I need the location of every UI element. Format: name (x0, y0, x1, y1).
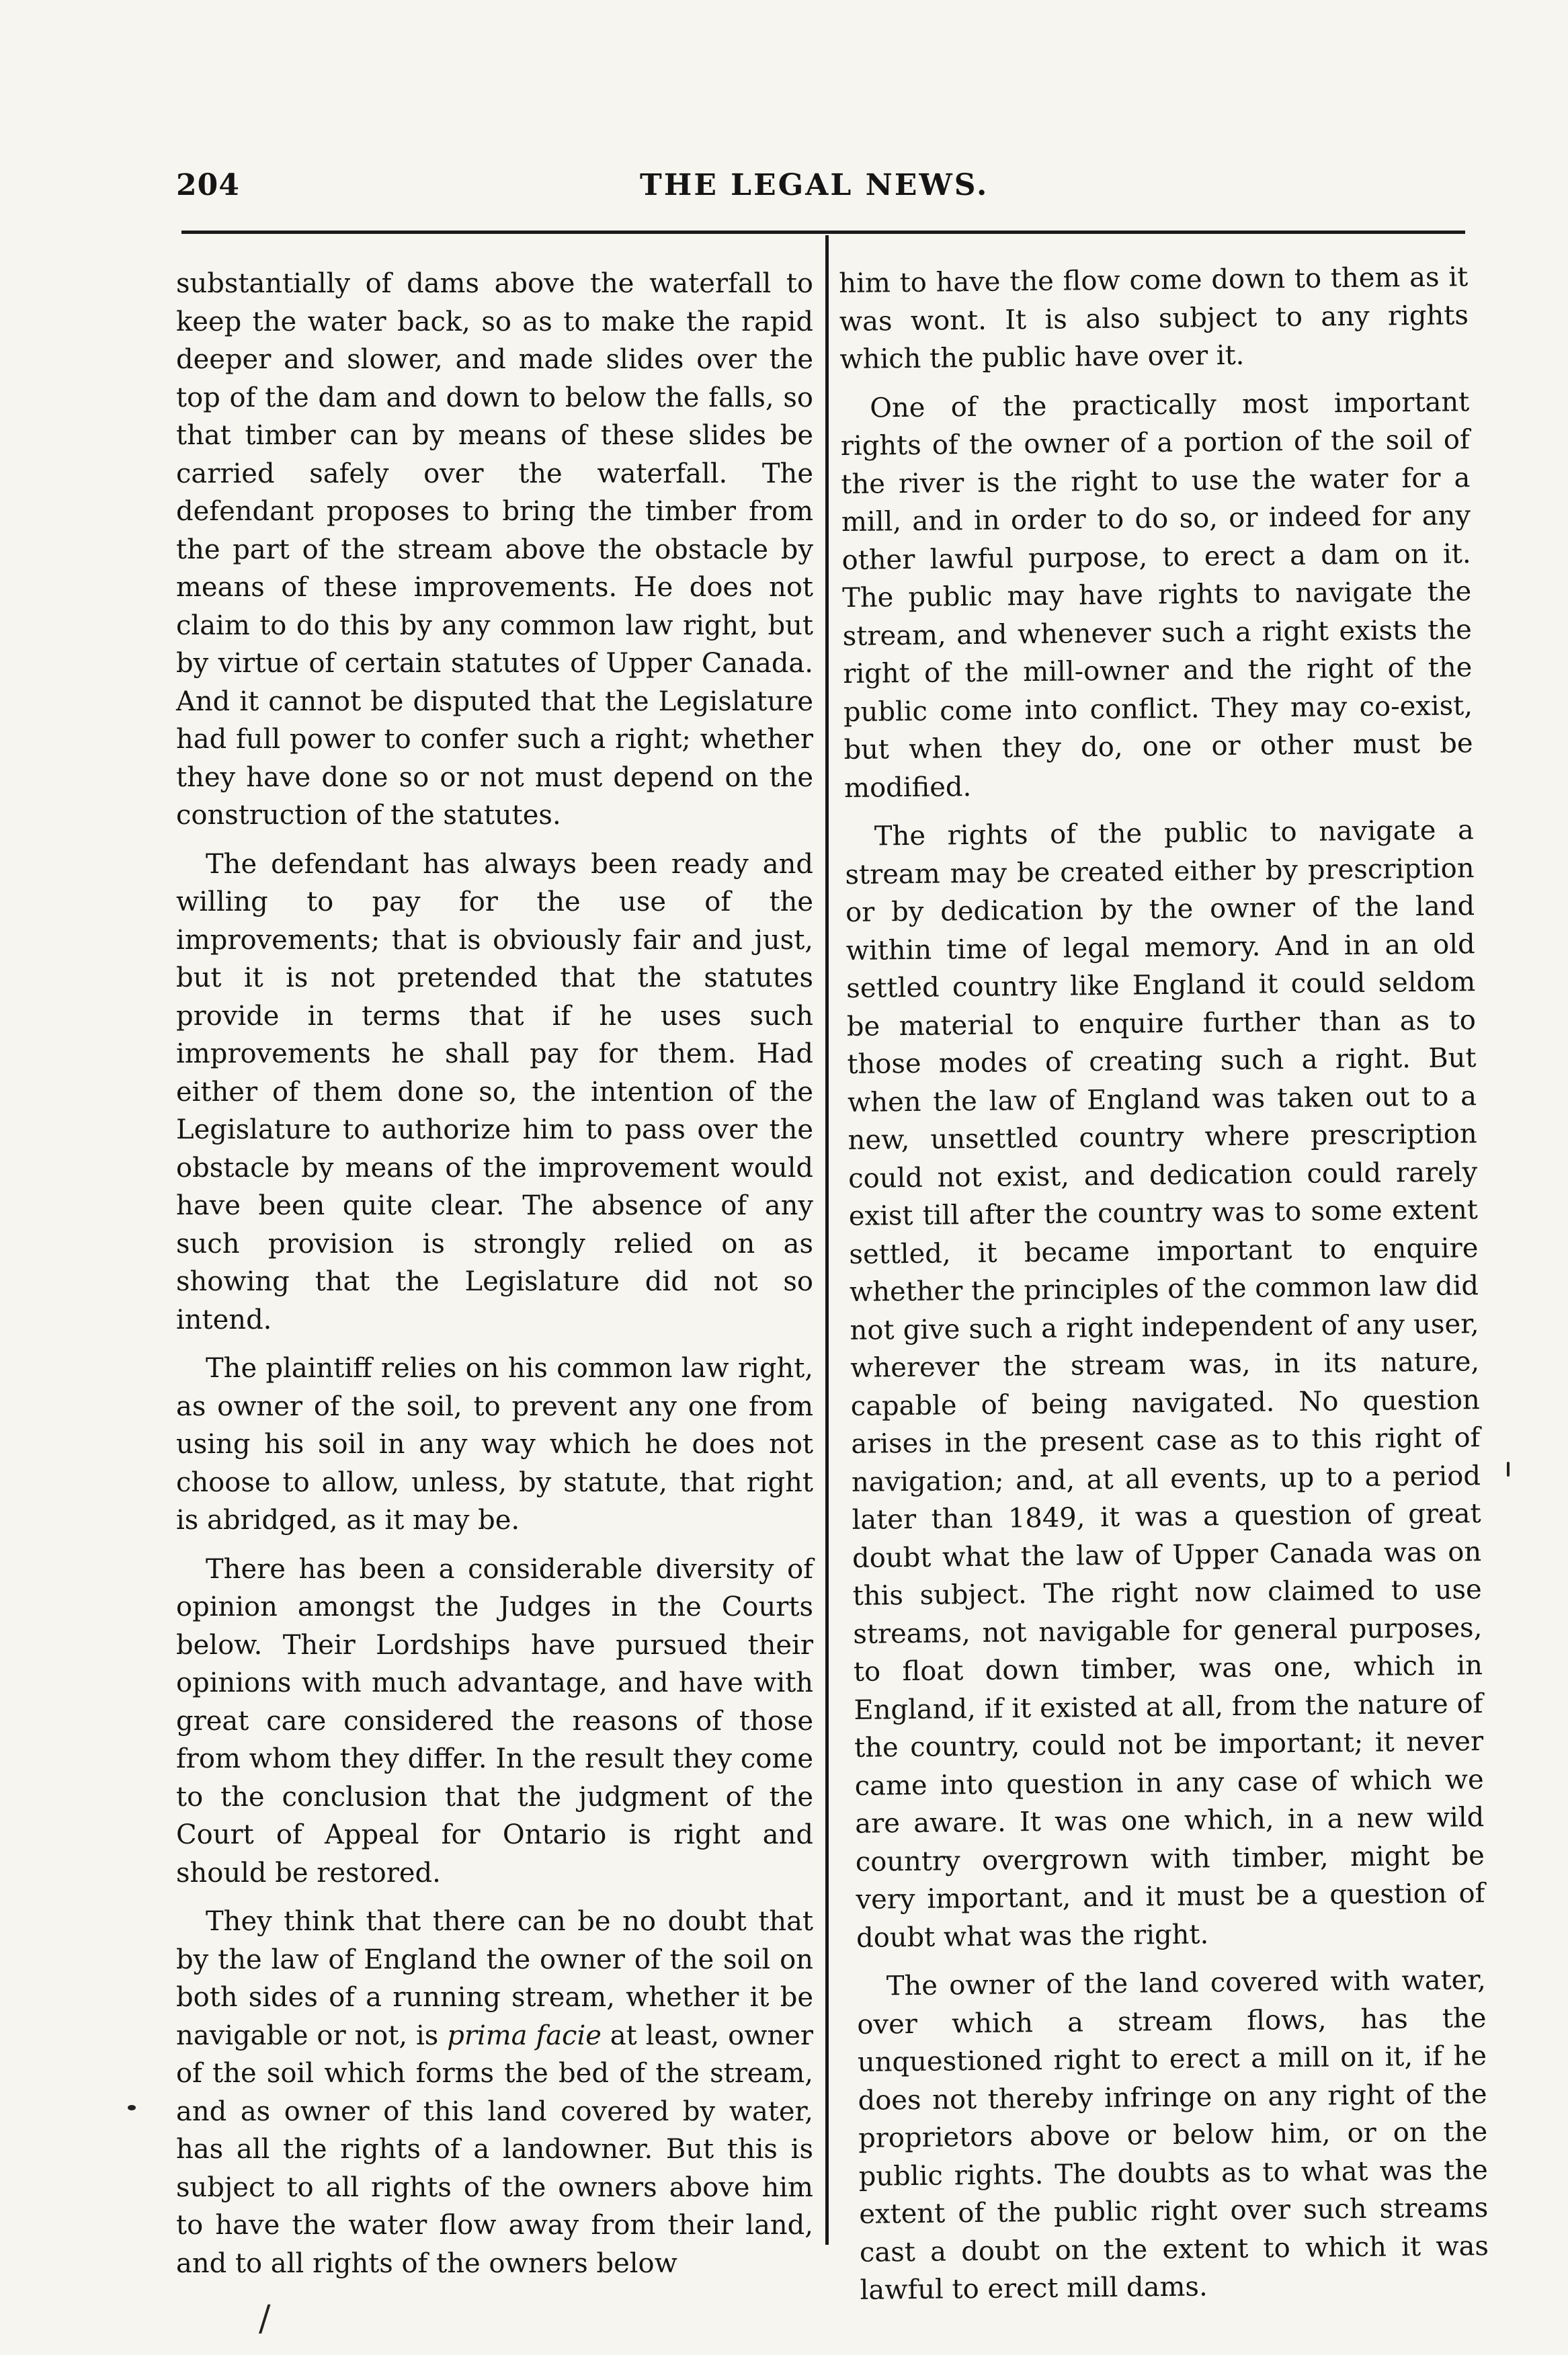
left-paragraph-5-text-b: at least, owner of the soil which forms the bed of the stream, and as owner of this land covered by water, has all the rights of a landowner. But this is subject to all rights of the owners above him to have the water flow away from their land, and to all rights of the owners below (176, 2020, 813, 2279)
header-rule (181, 231, 1465, 234)
left-paragraph-4: There has been a considerable diversity of opinion amongst the Judges in the Courts below. Their Lordships have pursued their opinions with much advantage, and have with great care considered the reasons of those from whom they differ. In the result they come to the conclusion that the judgment of the Court of Appeal for Ontario is right and should be restored. (176, 1553, 813, 1889)
left-paragraph-5 (176, 1903, 813, 2282)
page-number: 204 (176, 168, 240, 202)
right-paragraph-4: The owner of the land covered with water, over which a stream flows, has the unquestioned right to erect a mill on it, if he does not thereby infringe on any right of the proprietors above or below him, or on the public rights. The doubts as to what was the extent of the public right over such streams cast a doubt on the extent to which it was lawful to erect mill dams. (857, 1965, 1489, 2306)
ink-speck (128, 2105, 136, 2110)
page-header (176, 168, 1467, 211)
left-paragraph-1: substantially of dams above the waterfall to keep the water back, so as to make the rapid deeper and slower, and made slides over the top of the dam and down to below the falls, so that timber can by means of these slides be carried safely over the waterfall. The defendant proposes to bring the timber from the part of the stream above the obstacle by means of these improvements. He does not claim to do this by any common law right, but by virtue of certain statutes of Upper Canada. And it cannot be disputed that the Legislature had full power to confer such a right; whether they have done so or not must depend on the construction of the statutes. (176, 268, 813, 831)
left-paragraph-2: The defendant has always been ready and willing to pay for the use of the improvements; that is obviously fair and just, but it is not pretended that the statutes provide in terms that if he uses such improvements he shall pay for them. Had either of them done so, the intention of the Legislature to authorize him to pass over the obstacle by means of the improvement would have been quite clear. The absence of any such provision is strongly relied on as showing that the Legislature did not so intend. (176, 848, 813, 1335)
left-paragraph-5-text-a: They think that there can be no doubt that by the law of England the owner of the soil on both sides of a running stream, whether it be navigable or not, is (176, 1906, 813, 2051)
left-paragraph-3: The plaintiff relies on his common law right, as owner of the soil, to prevent any one from using his soil in any way which he does not choose to allow, unless, by statute, that right is abridged, as it may be. (176, 1353, 813, 1536)
column-divider (825, 235, 829, 2245)
right-paragraph-2: One of the practically most important rights of the owner of a portion of the soil of the river is the right to use the water for a mill, and in order to do so, or indeed for any other lawful purpose, to erect a dam on it. The public may have rights to navigate the stream, and whenever such a right exists the right of the mill-owner and the right of the public come into conflict. They may co-exist, but when they do, one or other must be modified. (840, 386, 1473, 804)
italic-phrase: prima facie (447, 2020, 602, 2051)
right-column (839, 258, 1489, 2320)
ink-speck (1507, 1462, 1510, 1477)
right-paragraph-1: him to have the flow come down to them as it was wont. It is also subject to any rights which the public have over it. (839, 261, 1469, 375)
right-paragraph-3: The rights of the public to navigate a stream may be created either by prescription or by dedication by the owner of the land within time of legal memory. And in an old settled country like England it could seldom be material to enquire further than as to those modes of creating such a right. But when the law of England was taken out to a new, unsettled country where prescription could not exist, and dedication could rarely exist till after the country was to some extent settled, it became important to enquire whether the principles of the common law did not give such a right independent of any user, wherever the stream was, in its nature, capable of being navigated. No question arises in the present case as to this right of navigation; and, at all events, up to a period later than 1849, it was a question of great doubt what the law of Upper Canada was on this subject. The right now claimed to use streams, not navigable for general purposes, to float down timber, was one, which in England, if it existed at all, from the nature of the country, could not be important; it never came into question in any case of which we are aware. It was one which, in a new wild country overgrown with timber, might be very important, and it must be a question of doubt what was the right. (845, 815, 1485, 1954)
margin-mark: / (259, 2299, 271, 2339)
running-title: THE LEGAL NEWS. (640, 168, 989, 202)
left-column (176, 265, 813, 2293)
